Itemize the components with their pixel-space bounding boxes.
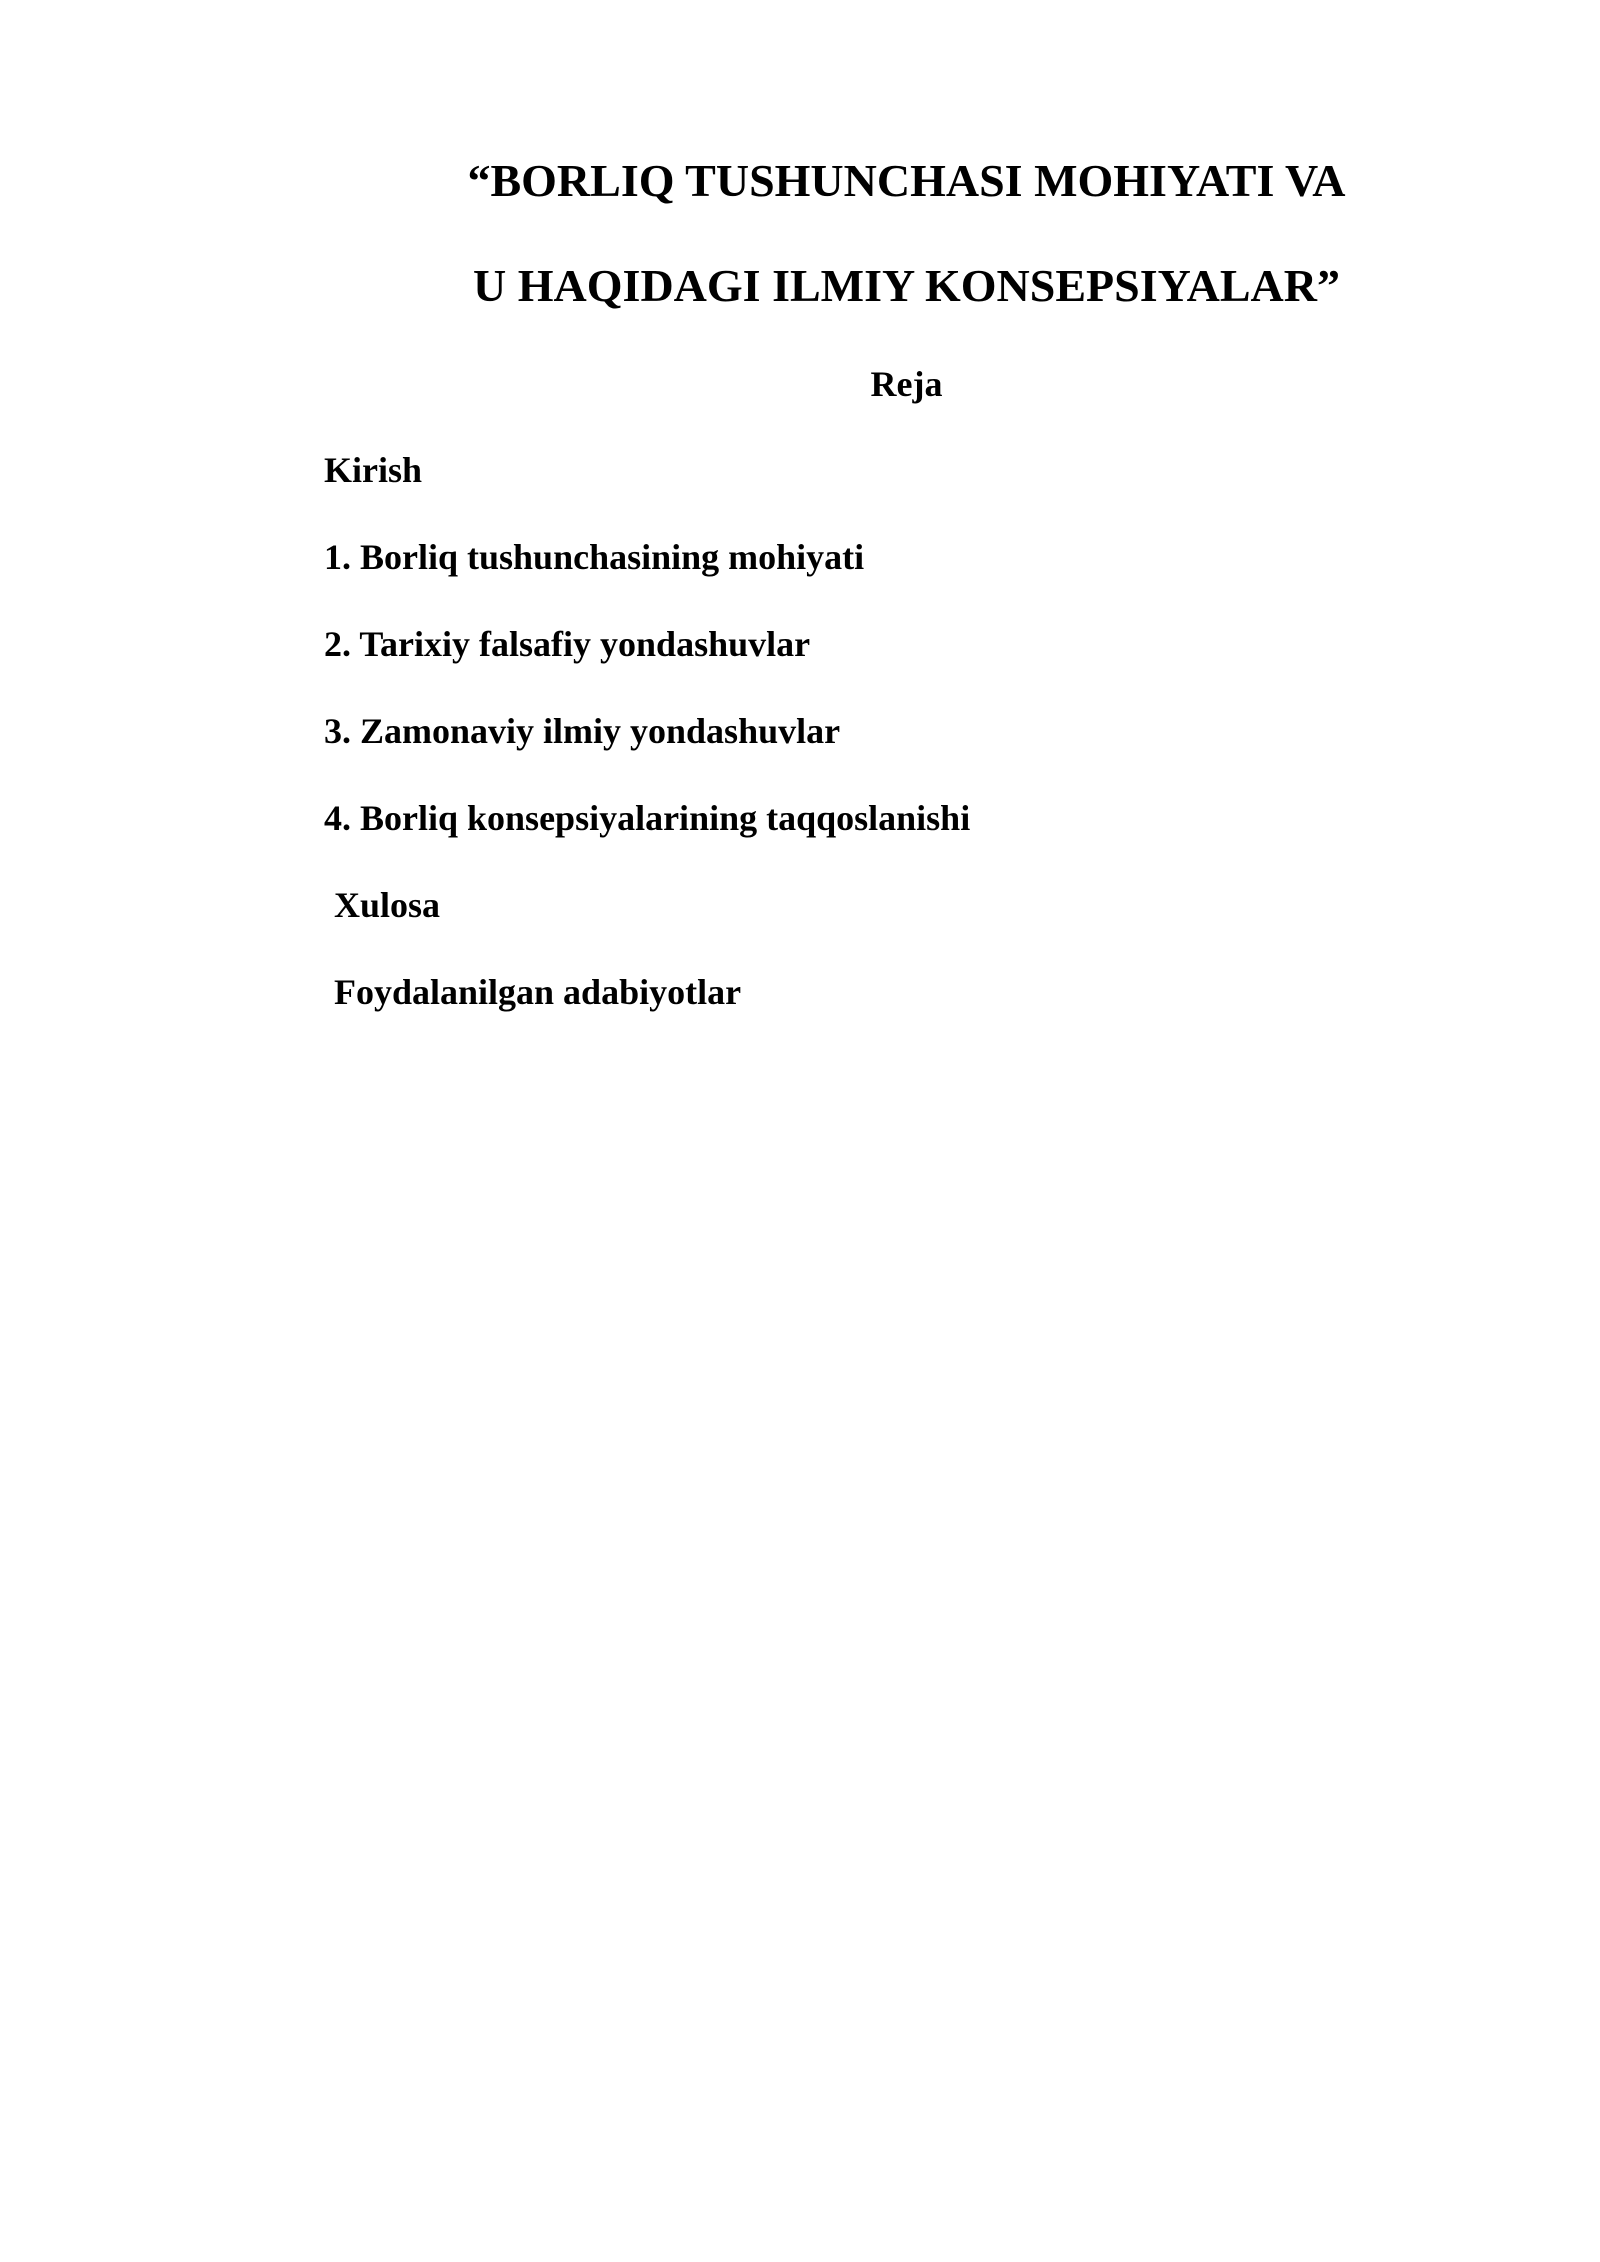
plan-heading: Reja [870, 364, 943, 404]
plan-item-2: 2. Tarixiy falsafiy yondashuvlar [324, 624, 811, 664]
plan-item-1: 1. Borliq tushunchasining mohiyati [324, 537, 865, 577]
document-title-line-1: “BORLIQ TUSHUNCHASI MOHIYATI VA [467, 155, 1346, 206]
plan-item-references: Foydalanilgan adabiyotlar [334, 972, 742, 1012]
plan-item-4: 4. Borliq konsepsiyalarining taqqoslanishi [324, 798, 971, 838]
plan-item-3: 3. Zamonaviy ilmiy yondashuvlar [324, 711, 841, 751]
plan-list [324, 448, 970, 1057]
plan-item-conclusion: Xulosa [334, 885, 441, 925]
document-title-line-2: U HAQIDAGI ILMIY KONSEPSIYALAR” [473, 260, 1340, 311]
plan-item-introduction: Kirish [324, 450, 423, 490]
